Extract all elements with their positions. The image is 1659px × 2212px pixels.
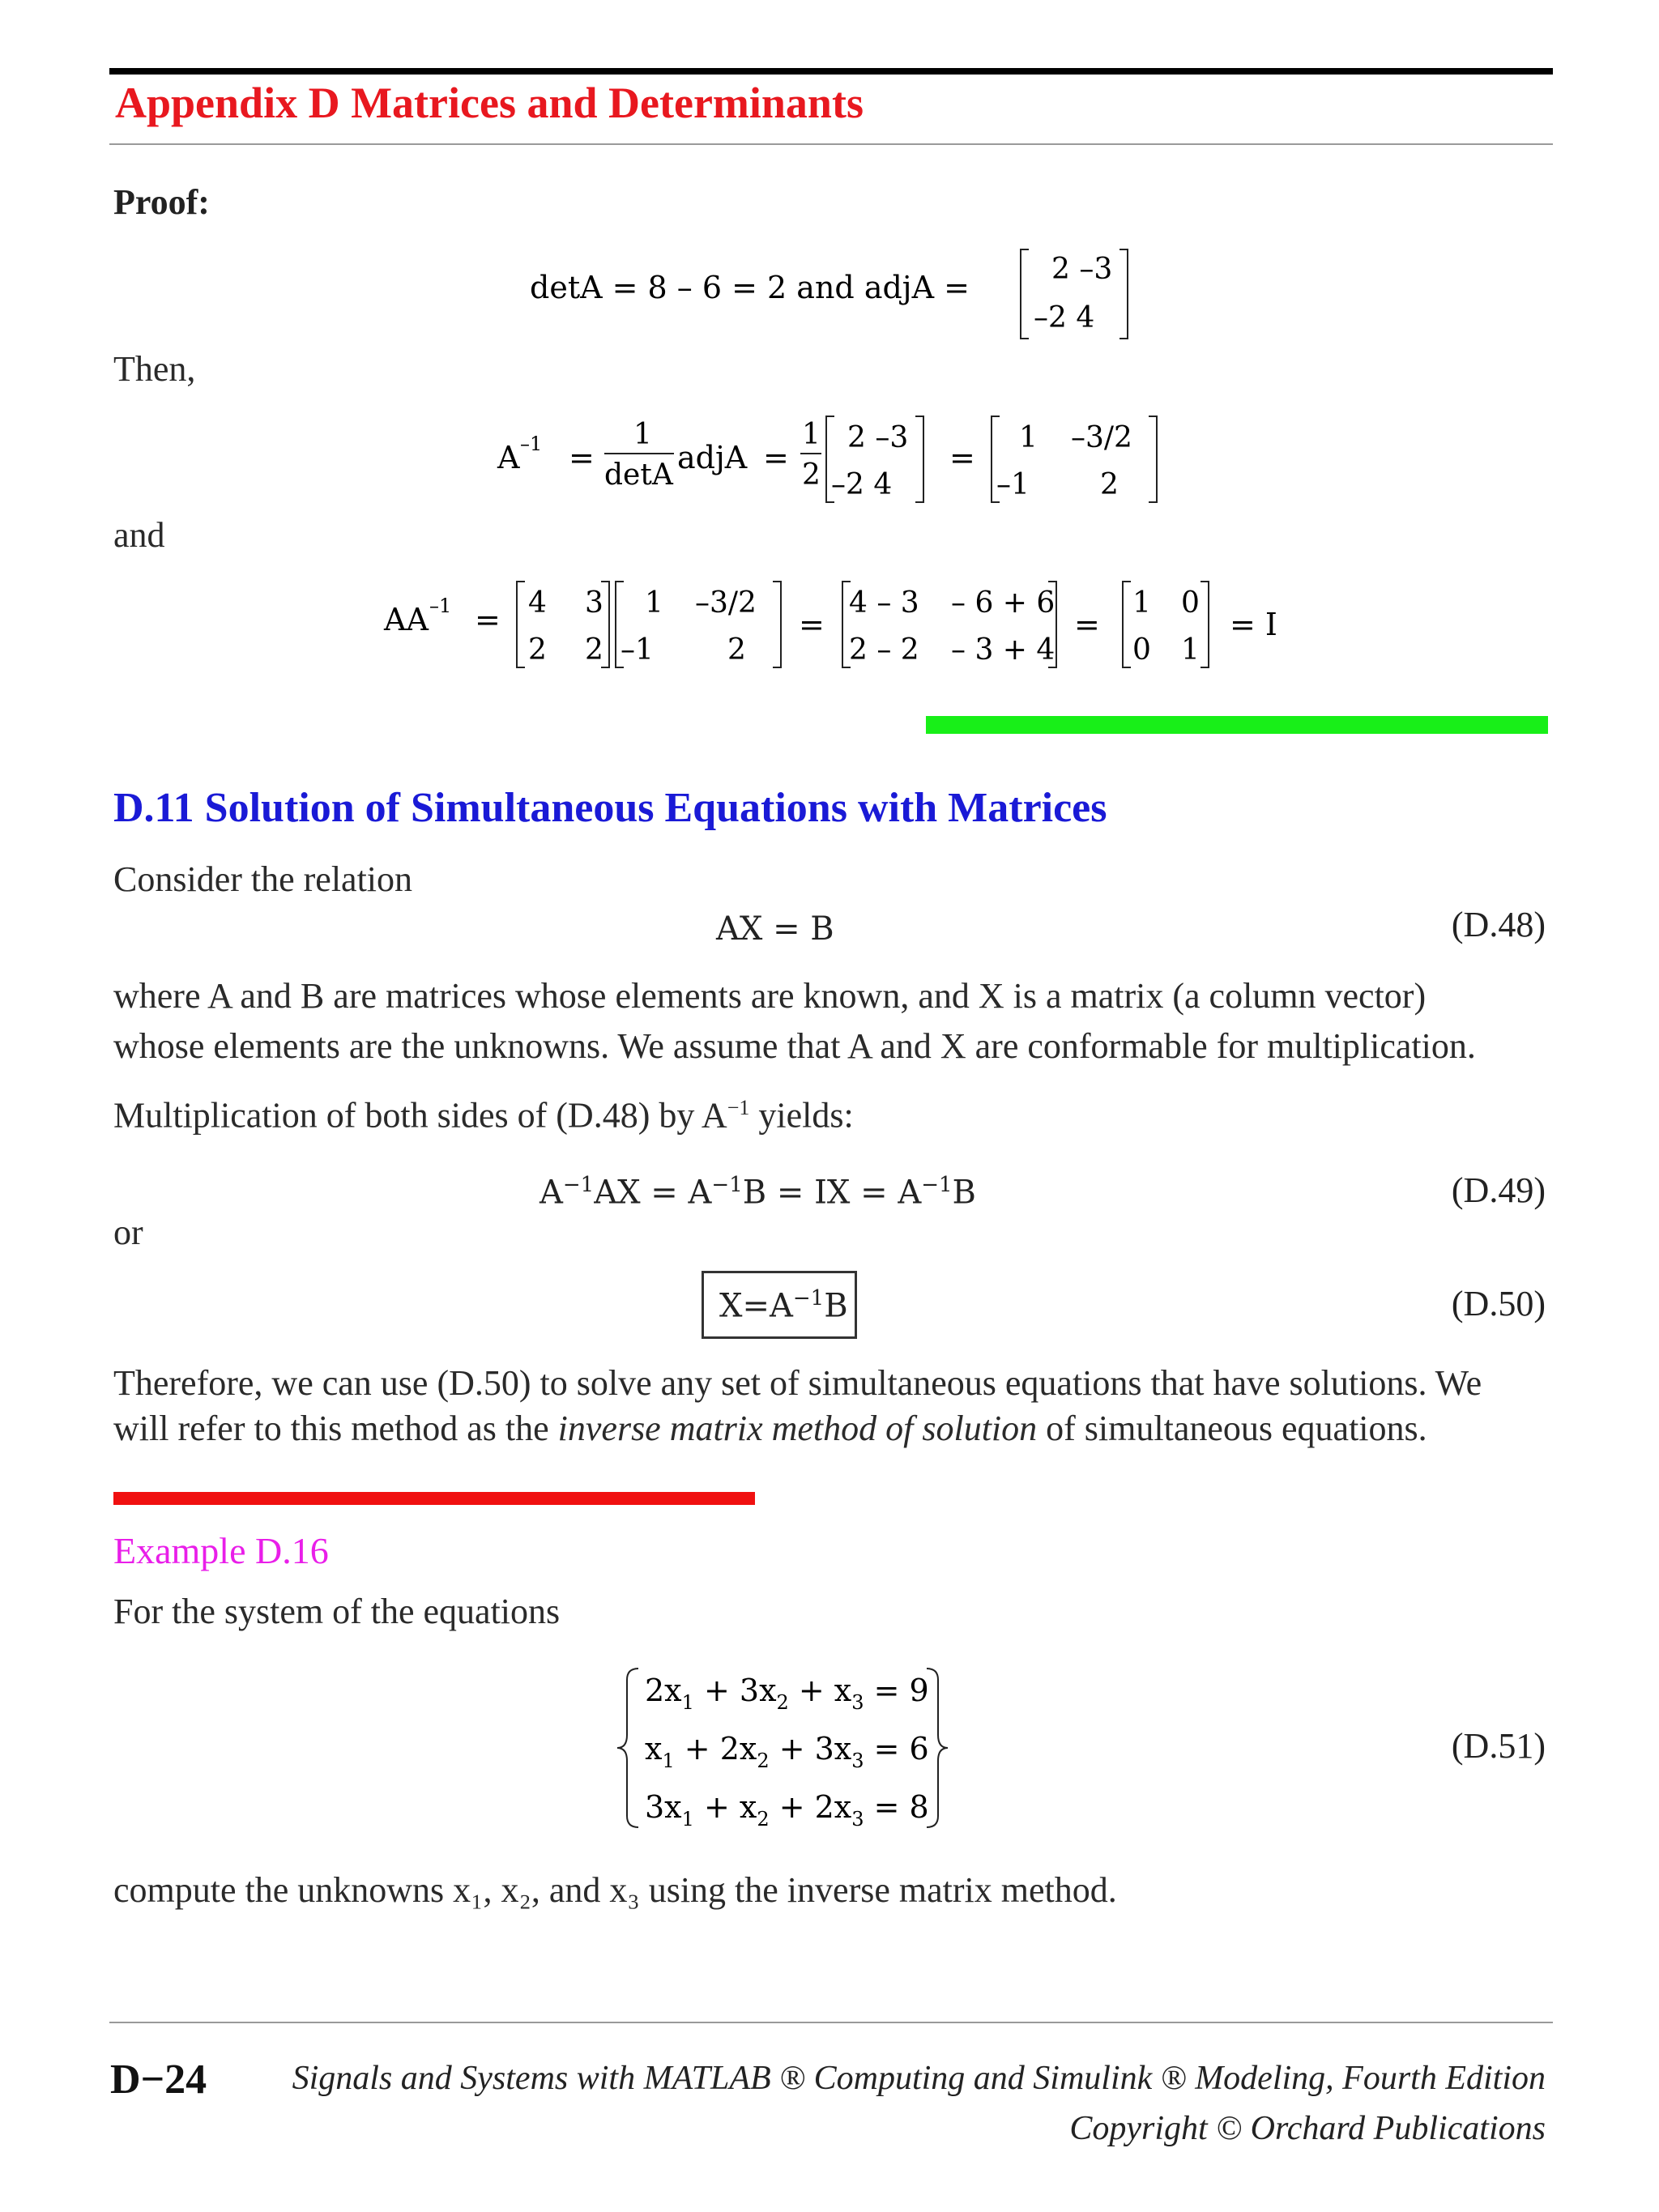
svg-text:2 – 2: 2 – 2 bbox=[849, 633, 919, 667]
svg-text:x1 + 2x2 + 3x3 = 6: $x_1 + 2x_2 + 3x_3 = 6$ bbox=[645, 1731, 929, 1772]
equation-d50: $X=A^{-1}B$ bbox=[719, 1286, 848, 1325]
svg-text:=: = bbox=[1074, 607, 1100, 642]
book-title: Signals and Systems with MATLAB ® Computing and Simulink ® Modeling, Fourth Edition bbox=[292, 2060, 1546, 2097]
end-of-example-green-bar bbox=[926, 716, 1548, 734]
chapter-title: Appendix D Matrices and Determinants bbox=[115, 79, 864, 127]
equation-det-adj bbox=[518, 243, 1150, 348]
eqnum-d49: (D.49) bbox=[1451, 1170, 1546, 1210]
svg-text:1: 1 bbox=[802, 418, 821, 451]
svg-text:2: 2 bbox=[727, 633, 746, 667]
svg-text:–1: –1 bbox=[520, 433, 543, 455]
svg-text:–2 4: –2 4 bbox=[1034, 301, 1095, 335]
page-number: D−24 bbox=[110, 2056, 207, 2103]
equation-d49: $A^{-1}AX = A^{-1}B$ = IX = $A^{-1}B$ bbox=[539, 1173, 976, 1212]
equation-identity bbox=[381, 567, 1288, 680]
svg-text:–2 4: –2 4 bbox=[831, 468, 893, 501]
header-top-rule bbox=[109, 68, 1553, 75]
svg-text:–3/2: –3/2 bbox=[1071, 421, 1132, 454]
section-intro: Consider the relation bbox=[113, 859, 413, 899]
svg-text:=: = bbox=[763, 440, 789, 475]
eqnum-d48: (D.48) bbox=[1451, 905, 1546, 944]
svg-text:AA: AA bbox=[384, 602, 429, 637]
section-title: D.11 Solution of Simultaneous Equations with Matrices bbox=[113, 785, 1107, 831]
eqnum-d51: (D.51) bbox=[1451, 1726, 1546, 1766]
svg-text:–1: –1 bbox=[429, 595, 452, 617]
or-label: or bbox=[113, 1213, 143, 1252]
header-bottom-rule bbox=[109, 143, 1553, 145]
svg-text:– 3 + 4: – 3 + 4 bbox=[951, 633, 1056, 667]
svg-text:4 – 3: 4 – 3 bbox=[849, 586, 919, 620]
footer-rule bbox=[109, 2022, 1553, 2023]
svg-text:2: 2 bbox=[528, 633, 547, 667]
svg-text:4: 4 bbox=[528, 586, 547, 620]
svg-text:detA: detA bbox=[604, 458, 673, 492]
svg-text:1: 1 bbox=[1181, 633, 1200, 667]
svg-text:–1: –1 bbox=[996, 468, 1030, 501]
svg-text:=: = bbox=[949, 440, 975, 475]
svg-text:0: 0 bbox=[1132, 633, 1151, 667]
svg-text:2 –3: 2 –3 bbox=[1051, 253, 1113, 286]
paragraph-1-line-2: whose elements are the unknowns. We assume that A and X are conformable for multiplication. bbox=[113, 1026, 1476, 1066]
svg-text:2: 2 bbox=[585, 633, 603, 667]
svg-text:2: 2 bbox=[802, 458, 821, 492]
svg-text:2x1 + 3x2 + x3 = 9: $2x_1 + 3x_2 + x_3 = 9$ bbox=[645, 1673, 929, 1714]
svg-text:1: 1 bbox=[1132, 586, 1151, 620]
svg-text:3x1 + x2 + 2x3 = 8: $3x_1 + x_2 + 2x_3 = 8$ bbox=[645, 1789, 929, 1831]
svg-text:1: 1 bbox=[645, 586, 663, 620]
then-label: Then, bbox=[113, 349, 196, 389]
svg-text:–3/2: –3/2 bbox=[695, 586, 757, 620]
det-equation-text: detA = 8 – 6 = 2 and adjA = bbox=[530, 270, 970, 305]
svg-text:–1: –1 bbox=[621, 633, 654, 667]
and-label: and bbox=[113, 515, 165, 555]
paragraph-1-line-3: Multiplication of both sides of (D.48) by $A^{-1}$ yields: bbox=[113, 1095, 854, 1136]
svg-text:= I: = I bbox=[1230, 607, 1277, 642]
svg-text:0: 0 bbox=[1181, 586, 1200, 620]
svg-text:1: 1 bbox=[633, 418, 652, 451]
svg-text:=: = bbox=[569, 440, 595, 475]
copyright-notice: Copyright © Orchard Publications bbox=[1069, 2110, 1546, 2147]
eqnum-d50: (D.50) bbox=[1451, 1284, 1546, 1323]
example-title: Example D.16 bbox=[113, 1530, 329, 1571]
svg-text:2: 2 bbox=[1100, 468, 1119, 501]
svg-text:– 6 + 6: – 6 + 6 bbox=[951, 586, 1056, 620]
svg-text:=: = bbox=[799, 607, 825, 642]
paragraph-2-line-1: Therefore, we can use (D.50) to solve any set of simultaneous equations that have solutions. We bbox=[113, 1363, 1482, 1403]
svg-text:3: 3 bbox=[585, 586, 603, 620]
proof-label: Proof: bbox=[113, 182, 210, 222]
example-intro: For the system of the equations bbox=[113, 1592, 561, 1631]
svg-text:2 –3: 2 –3 bbox=[847, 421, 909, 454]
svg-text:A: A bbox=[497, 440, 520, 475]
svg-text:=: = bbox=[475, 602, 501, 637]
svg-text:adjA: adjA bbox=[677, 440, 748, 475]
start-of-example-red-bar bbox=[113, 1492, 755, 1505]
example-task: compute the unknowns x₁, x₂, and x₃ using the inverse matrix method. bbox=[113, 1870, 1117, 1910]
adj-matrix bbox=[1021, 249, 1128, 339]
paragraph-1-line-1: where A and B are matrices whose elements are known, and X is a matrix (a column vector) bbox=[113, 976, 1427, 1016]
equation-inverse bbox=[494, 405, 1175, 514]
equation-system-d51 bbox=[616, 1664, 956, 1834]
svg-text:1: 1 bbox=[1019, 421, 1038, 454]
paragraph-2-line-2: will refer to this method as the inverse matrix method of solution of simultaneous equations. bbox=[113, 1409, 1427, 1448]
equation-ax-b: AX = B bbox=[716, 910, 834, 948]
